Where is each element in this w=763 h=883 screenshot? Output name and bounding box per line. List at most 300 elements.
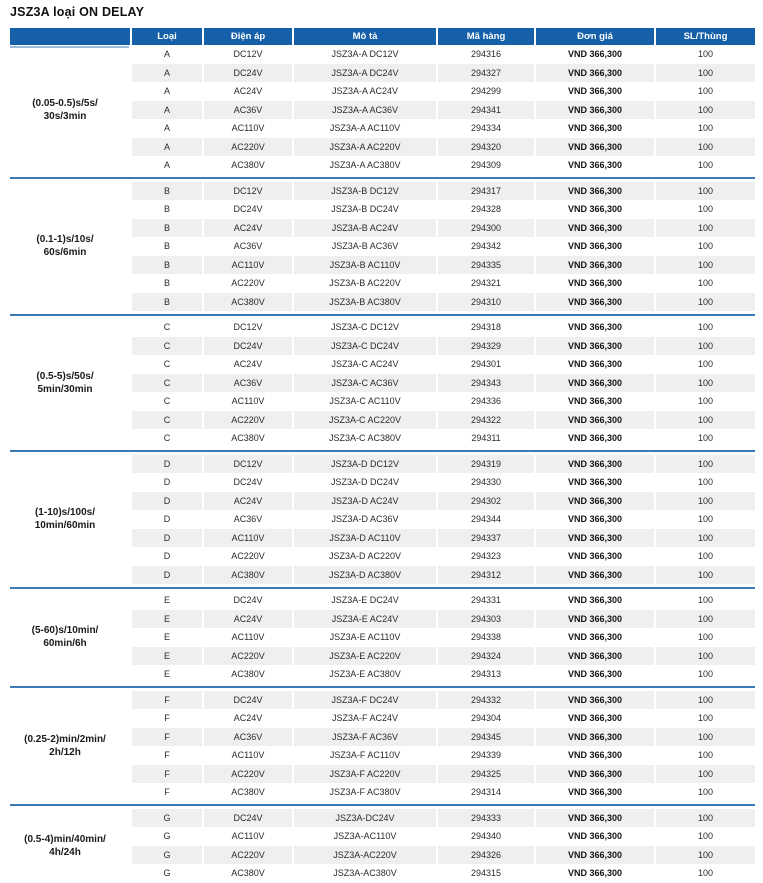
cell-dien-ap: DC24V: [204, 809, 292, 828]
cell-don-gia: VND 366,300: [536, 566, 654, 585]
cell-mo-ta: JSZ3A-C DC12V: [330, 322, 400, 332]
header-spacer-cell: [10, 28, 130, 45]
group-timing-label: [0, 809, 130, 883]
group-separator: [0, 684, 755, 691]
cell-loai: D: [132, 566, 202, 585]
table-row: [132, 510, 755, 529]
cell-loai: A: [163, 160, 170, 170]
table-row: [132, 318, 755, 337]
cell-loai: F: [132, 765, 202, 784]
cell-sl-thung: 100: [697, 514, 714, 524]
table-row: [132, 492, 755, 511]
cell-don-gia: VND 366,300: [567, 787, 623, 797]
cell-loai: C: [132, 374, 202, 393]
table-row: [132, 156, 755, 175]
column-header-1: Điện áp: [204, 28, 292, 45]
cell-ma-hang: 294330: [470, 477, 502, 487]
group-rows: [132, 318, 755, 448]
cell-don-gia: VND 366,300: [567, 433, 623, 443]
cell-sl-thung: 100: [697, 433, 714, 443]
cell-don-gia: VND 366,300: [536, 138, 654, 157]
column-header-5: SL/Thùng: [656, 28, 755, 45]
cell-loai: E: [132, 647, 202, 666]
group-timing-line: 2h/12h: [49, 747, 81, 758]
cell-don-gia: VND 366,300: [567, 278, 623, 288]
table-row: [132, 200, 755, 219]
table-row: [132, 647, 755, 666]
group-timing-line: (1-10)s/100s/: [34, 507, 96, 519]
table-row: [132, 64, 755, 83]
cell-loai: A: [132, 64, 202, 83]
group-timing-label: [0, 455, 130, 585]
cell-don-gia: VND 366,300: [536, 337, 654, 356]
table-row: [132, 846, 755, 865]
cell-loai: B: [163, 278, 170, 288]
cell-loai: E: [132, 610, 202, 629]
group-timing-line: 60min/6h: [43, 638, 87, 650]
cell-loai: E: [163, 595, 170, 605]
group-rows: [132, 809, 755, 883]
group-timing-line: 10min/60min: [34, 520, 96, 532]
cell-don-gia: VND 366,300: [567, 123, 623, 133]
cell-loai: B: [132, 256, 202, 275]
cell-loai: B: [132, 219, 202, 238]
table-row: [132, 355, 755, 374]
cell-don-gia: VND 366,300: [536, 846, 654, 865]
cell-don-gia: VND 366,300: [536, 374, 654, 393]
cell-sl-thung: 100: [656, 765, 755, 784]
cell-dien-ap: AC220V: [204, 411, 292, 430]
cell-mo-ta: JSZ3A-B DC12V: [294, 182, 436, 201]
column-header-0: Loại: [132, 28, 202, 45]
cell-mo-ta: JSZ3A-D AC36V: [331, 514, 399, 524]
cell-loai: D: [163, 514, 171, 524]
cell-mo-ta: JSZ3A-B AC24V: [294, 219, 436, 238]
table-row: [132, 101, 755, 120]
cell-sl-thung: 100: [656, 337, 755, 356]
cell-ma-hang: 294302: [438, 492, 534, 511]
cell-sl-thung: 100: [656, 101, 755, 120]
group-timing-line: (5-60)s/10min/: [31, 625, 99, 637]
cell-dien-ap: AC110V: [231, 123, 265, 133]
table-row: [132, 256, 755, 275]
cell-mo-ta: JSZ3A-C AC36V: [294, 374, 436, 393]
cell-mo-ta: JSZ3A-AC380V: [333, 868, 397, 878]
cell-ma-hang: 294340: [470, 831, 502, 841]
cell-sl-thung: 100: [656, 374, 755, 393]
cell-don-gia: VND 366,300: [567, 632, 623, 642]
cell-sl-thung: 100: [656, 492, 755, 511]
cell-loai: F: [164, 787, 170, 797]
table-row: [132, 628, 755, 647]
cell-sl-thung: 100: [656, 219, 755, 238]
group-separator-line: [10, 587, 755, 589]
cell-mo-ta: JSZ3A-A AC24V: [331, 86, 399, 96]
cell-dien-ap: DC24V: [204, 64, 292, 83]
cell-dien-ap: AC36V: [204, 101, 292, 120]
cell-dien-ap: AC220V: [204, 647, 292, 666]
cell-mo-ta: JSZ3A-C AC380V: [328, 433, 402, 443]
cell-mo-ta: JSZ3A-D DC24V: [330, 477, 400, 487]
cell-don-gia: VND 366,300: [536, 455, 654, 474]
table-row: [132, 746, 755, 765]
cell-dien-ap: AC380V: [231, 669, 265, 679]
table-row: [132, 827, 755, 846]
cell-sl-thung: 100: [697, 477, 714, 487]
cell-mo-ta: JSZ3A-D AC380V: [294, 566, 436, 585]
cell-sl-thung: 100: [656, 455, 755, 474]
table-row: [132, 591, 755, 610]
cell-ma-hang: 294318: [470, 322, 502, 332]
cell-sl-thung: 100: [697, 750, 714, 760]
cell-loai: A: [132, 138, 202, 157]
cell-ma-hang: 294342: [470, 241, 502, 251]
table-row: [132, 45, 755, 64]
cell-mo-ta: JSZ3A-A DC12V: [331, 49, 399, 59]
group-separator: [0, 802, 755, 809]
cell-loai: G: [163, 868, 171, 878]
column-header-3: Mã hàng: [438, 28, 534, 45]
cell-loai: C: [163, 359, 171, 369]
table-row: [132, 411, 755, 430]
cell-dien-ap: DC24V: [233, 595, 263, 605]
cell-sl-thung: 100: [697, 595, 714, 605]
table-row: [132, 709, 755, 728]
cell-ma-hang: 294301: [470, 359, 502, 369]
table-row: [132, 809, 755, 828]
group-rows: [132, 455, 755, 585]
table-row: [132, 237, 755, 256]
cell-loai: F: [132, 728, 202, 747]
table-row: [132, 610, 755, 629]
timing-group-3: [0, 455, 755, 585]
cell-mo-ta: JSZ3A-F AC380V: [329, 787, 401, 797]
cell-dien-ap: AC380V: [231, 433, 265, 443]
cell-mo-ta: JSZ3A-A AC110V: [329, 123, 401, 133]
cell-dien-ap: DC12V: [204, 182, 292, 201]
cell-loai: E: [163, 669, 170, 679]
cell-dien-ap: AC24V: [233, 359, 263, 369]
group-separator-line: [10, 450, 755, 452]
cell-sl-thung: 100: [656, 566, 755, 585]
cell-ma-hang: 294328: [470, 204, 502, 214]
group-timing-line: (0.1-1)s/10s/: [36, 234, 94, 246]
cell-dien-ap: DC24V: [233, 477, 263, 487]
timing-group-5: [0, 691, 755, 802]
cell-mo-ta: JSZ3A-B AC110V: [294, 256, 436, 275]
cell-loai: C: [163, 396, 171, 406]
cell-mo-ta: JSZ3A-C AC220V: [294, 411, 436, 430]
cell-don-gia: VND 366,300: [536, 691, 654, 710]
cell-mo-ta: JSZ3A-B DC24V: [331, 204, 399, 214]
cell-dien-ap: DC12V: [233, 322, 263, 332]
cell-don-gia: VND 366,300: [567, 713, 623, 723]
cell-ma-hang: 294345: [438, 728, 534, 747]
cell-sl-thung: 100: [697, 160, 714, 170]
cell-sl-thung: 100: [697, 241, 714, 251]
group-timing-line: 30s/3min: [43, 110, 87, 122]
cell-sl-thung: 100: [697, 204, 714, 214]
cell-ma-hang: 294304: [470, 713, 502, 723]
column-header-2: Mô tả: [294, 28, 436, 45]
group-timing-line: (0.5-5)s/50s/: [36, 370, 94, 382]
cell-loai: D: [132, 492, 202, 511]
cell-ma-hang: 294320: [438, 138, 534, 157]
cell-sl-thung: 100: [656, 691, 755, 710]
cell-ma-hang: 294299: [470, 86, 502, 96]
cell-dien-ap: AC220V: [204, 138, 292, 157]
table-row: [132, 665, 755, 684]
cell-ma-hang: 294310: [438, 293, 534, 312]
cell-sl-thung: 100: [656, 647, 755, 666]
cell-sl-thung: 100: [656, 138, 755, 157]
group-timing-line: 5min/30min: [37, 383, 93, 395]
cell-ma-hang: 294336: [470, 396, 502, 406]
cell-loai: F: [164, 750, 170, 760]
cell-dien-ap: AC380V: [204, 566, 292, 585]
cell-loai: F: [132, 691, 202, 710]
cell-don-gia: VND 366,300: [567, 86, 623, 96]
cell-loai: D: [132, 455, 202, 474]
cell-loai: C: [163, 322, 171, 332]
cell-loai: B: [132, 182, 202, 201]
cell-loai: A: [163, 49, 170, 59]
cell-mo-ta: JSZ3A-D AC110V: [294, 529, 436, 548]
cell-ma-hang: 294322: [438, 411, 534, 430]
cell-don-gia: VND 366,300: [567, 868, 623, 878]
cell-dien-ap: AC110V: [231, 750, 265, 760]
group-timing-line: (0.5-4)min/40min/: [24, 833, 106, 845]
cell-loai: C: [163, 433, 171, 443]
cell-mo-ta: JSZ3A-AC110V: [333, 831, 397, 841]
cell-loai: D: [132, 529, 202, 548]
cell-dien-ap: AC24V: [233, 86, 263, 96]
cell-loai: C: [132, 411, 202, 430]
cell-ma-hang: 294341: [438, 101, 534, 120]
cell-ma-hang: 294324: [438, 647, 534, 666]
cell-ma-hang: 294314: [470, 787, 502, 797]
table-row: [132, 728, 755, 747]
cell-mo-ta: JSZ3A-E AC110V: [329, 632, 401, 642]
group-timing-label: [0, 318, 130, 448]
cell-don-gia: VND 366,300: [567, 49, 623, 59]
cell-dien-ap: AC380V: [231, 868, 265, 878]
table-row: [132, 691, 755, 710]
cell-sl-thung: 100: [697, 278, 714, 288]
cell-don-gia: VND 366,300: [567, 514, 623, 524]
cell-dien-ap: AC110V: [231, 632, 265, 642]
cell-sl-thung: 100: [697, 551, 714, 561]
cell-don-gia: VND 366,300: [536, 809, 654, 828]
cell-ma-hang: 294311: [471, 433, 501, 443]
cell-loai: E: [163, 632, 170, 642]
cell-mo-ta: JSZ3A-C DC24V: [294, 337, 436, 356]
cell-sl-thung: 100: [656, 182, 755, 201]
group-separator-line: [10, 314, 755, 316]
cell-sl-thung: 100: [697, 632, 714, 642]
cell-don-gia: VND 366,300: [536, 529, 654, 548]
group-timing-label: [0, 45, 130, 175]
cell-mo-ta: JSZ3A-B AC36V: [331, 241, 399, 251]
group-timing-label: [0, 691, 130, 802]
cell-dien-ap: AC220V: [204, 765, 292, 784]
table-row: [132, 566, 755, 585]
cell-ma-hang: 294309: [470, 160, 502, 170]
cell-loai: F: [164, 713, 170, 723]
table-row: [132, 455, 755, 474]
cell-ma-hang: 294312: [438, 566, 534, 585]
cell-ma-hang: 294331: [470, 595, 502, 605]
cell-sl-thung: 100: [697, 49, 714, 59]
cell-mo-ta: JSZ3A-E DC24V: [331, 595, 399, 605]
cell-dien-ap: AC36V: [204, 728, 292, 747]
cell-mo-ta: JSZ3A-A DC24V: [294, 64, 436, 83]
table-row: [132, 529, 755, 548]
cell-don-gia: VND 366,300: [536, 293, 654, 312]
cell-don-gia: VND 366,300: [536, 219, 654, 238]
cell-dien-ap: DC12V: [233, 49, 263, 59]
cell-don-gia: VND 366,300: [567, 669, 623, 679]
cell-don-gia: VND 366,300: [567, 322, 623, 332]
cell-ma-hang: 294319: [438, 455, 534, 474]
cell-dien-ap: AC24V: [204, 219, 292, 238]
cell-sl-thung: 100: [697, 123, 714, 133]
cell-ma-hang: 294327: [438, 64, 534, 83]
cell-mo-ta: JSZ3A-E AC380V: [329, 669, 401, 679]
cell-loai: A: [163, 86, 170, 96]
cell-mo-ta: JSZ3A-B AC380V: [294, 293, 436, 312]
cell-sl-thung: 100: [656, 64, 755, 83]
cell-don-gia: VND 366,300: [567, 359, 623, 369]
cell-dien-ap: AC110V: [231, 831, 265, 841]
table-row: [132, 138, 755, 157]
cell-dien-ap: DC24V: [233, 204, 263, 214]
page-title: JSZ3A loại ON DELAY: [10, 5, 145, 19]
cell-dien-ap: AC110V: [204, 529, 292, 548]
cell-sl-thung: 100: [656, 728, 755, 747]
cell-sl-thung: 100: [656, 846, 755, 865]
cell-dien-ap: AC220V: [231, 551, 265, 561]
cell-ma-hang: 294337: [438, 529, 534, 548]
table-row: [132, 82, 755, 101]
cell-loai: B: [132, 293, 202, 312]
cell-loai: A: [132, 101, 202, 120]
timing-group-2: [0, 318, 755, 448]
cell-don-gia: VND 366,300: [536, 492, 654, 511]
cell-sl-thung: 100: [697, 359, 714, 369]
cell-dien-ap: AC380V: [231, 160, 265, 170]
group-separator: [0, 584, 755, 591]
cell-ma-hang: 294344: [470, 514, 502, 524]
cell-mo-ta: JSZ3A-E AC220V: [294, 647, 436, 666]
cell-mo-ta: JSZ3A-C AC24V: [331, 359, 399, 369]
cell-mo-ta: JSZ3A-B AC220V: [329, 278, 401, 288]
cell-ma-hang: 294335: [438, 256, 534, 275]
cell-dien-ap: AC36V: [233, 514, 263, 524]
cell-don-gia: VND 366,300: [567, 241, 623, 251]
cell-mo-ta: JSZ3A-D AC220V: [328, 551, 402, 561]
cell-mo-ta: JSZ3A-AC220V: [294, 846, 436, 865]
cell-ma-hang: 294325: [438, 765, 534, 784]
table-row: [132, 783, 755, 802]
cell-loai: G: [132, 809, 202, 828]
group-timing-line: 4h/24h: [49, 846, 81, 858]
cell-ma-hang: 294326: [438, 846, 534, 865]
cell-ma-hang: 294300: [438, 219, 534, 238]
group-rows: [132, 591, 755, 684]
cell-loai: A: [163, 123, 170, 133]
cell-ma-hang: 294317: [438, 182, 534, 201]
table-row: [132, 473, 755, 492]
cell-don-gia: VND 366,300: [567, 595, 623, 605]
group-rows: [132, 45, 755, 175]
cell-mo-ta: JSZ3A-F AC24V: [331, 713, 399, 723]
group-timing-line: (0.25-2)min/2min/: [24, 734, 106, 745]
table-header: [10, 28, 755, 45]
cell-dien-ap: DC24V: [204, 691, 292, 710]
cell-don-gia: VND 366,300: [567, 750, 623, 760]
cell-dien-ap: AC380V: [231, 787, 265, 797]
cell-mo-ta: JSZ3A-F AC110V: [329, 750, 401, 760]
table-row: [132, 864, 755, 883]
cell-ma-hang: 294303: [438, 610, 534, 629]
table-row: [132, 429, 755, 448]
timing-group-6: [0, 809, 755, 883]
cell-dien-ap: AC110V: [231, 396, 265, 406]
cell-ma-hang: 294321: [470, 278, 502, 288]
table-row: [132, 337, 755, 356]
cell-sl-thung: 100: [656, 293, 755, 312]
cell-loai: D: [163, 551, 171, 561]
group-separator: [0, 311, 755, 318]
table-row: [132, 274, 755, 293]
cell-don-gia: VND 366,300: [536, 647, 654, 666]
cell-mo-ta: JSZ3A-D AC24V: [294, 492, 436, 511]
cell-mo-ta: JSZ3A-F AC36V: [294, 728, 436, 747]
cell-sl-thung: 100: [697, 713, 714, 723]
cell-loai: B: [163, 204, 170, 214]
cell-loai: G: [163, 831, 171, 841]
cell-dien-ap: AC36V: [204, 374, 292, 393]
cell-don-gia: VND 366,300: [536, 256, 654, 275]
cell-sl-thung: 100: [656, 610, 755, 629]
column-header-4: Đơn giá: [536, 28, 654, 45]
cell-sl-thung: 100: [656, 529, 755, 548]
cell-dien-ap: AC220V: [231, 278, 265, 288]
table-groups: [0, 45, 755, 883]
cell-don-gia: VND 366,300: [536, 101, 654, 120]
table-row: [132, 219, 755, 238]
cell-don-gia: VND 366,300: [567, 477, 623, 487]
group-timing-line: (0.05-0.5)s/5s/: [32, 97, 98, 109]
cell-sl-thung: 100: [656, 256, 755, 275]
group-rows: [132, 691, 755, 802]
cell-dien-ap: AC36V: [233, 241, 263, 251]
cell-dien-ap: AC220V: [204, 846, 292, 865]
table-row: [132, 119, 755, 138]
cell-mo-ta: JSZ3A-A AC380V: [329, 160, 401, 170]
cell-loai: G: [132, 846, 202, 865]
cell-ma-hang: 294334: [470, 123, 502, 133]
cell-dien-ap: DC12V: [204, 455, 292, 474]
cell-dien-ap: AC24V: [233, 713, 263, 723]
table-row: [132, 374, 755, 393]
cell-don-gia: VND 366,300: [567, 831, 623, 841]
cell-ma-hang: 294323: [470, 551, 502, 561]
cell-loai: D: [163, 477, 171, 487]
cell-sl-thung: 100: [697, 787, 714, 797]
cell-mo-ta: JSZ3A-D DC12V: [294, 455, 436, 474]
